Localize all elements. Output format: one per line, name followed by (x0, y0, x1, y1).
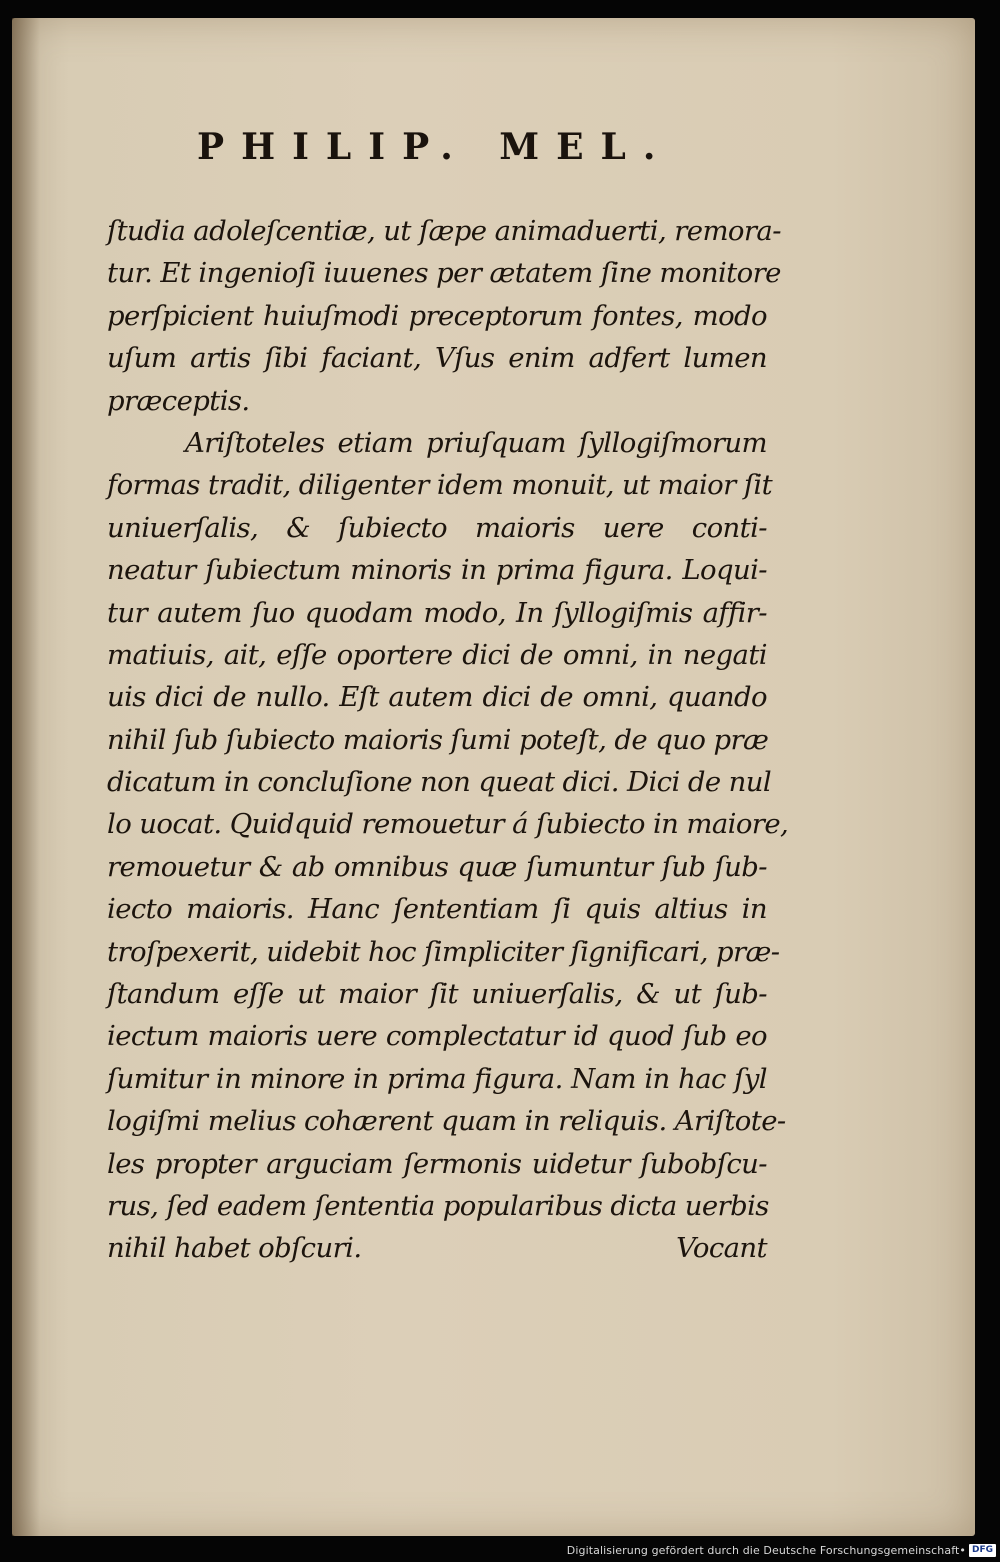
text-line: iecto maioris. Hanc ſententiam ſi quis altius in (107, 893, 767, 926)
text-line: uniuerſalis, & ſubiecto maioris uere conti- (107, 511, 767, 544)
book-page (12, 18, 975, 1536)
text-line: iectum maioris uere complectatur id quod ſub eo (107, 1020, 767, 1053)
text-block (107, 210, 789, 1270)
text-line: nihil ſub ſubiecto maioris ſumi poteſt, de quo præ (107, 723, 769, 756)
footer-bar (0, 1538, 1000, 1562)
text-line: præceptis. (107, 384, 250, 417)
text-line: tur. Et ingenioſi iuuenes per ætatem ſine monitore (107, 257, 781, 290)
text-line: ſtudia adoleſcentiæ, ut ſæpe animaduerti, remora- (107, 215, 781, 247)
funding-notice: Digitalisierung gefördert durch die Deutsche Forschungsgemeinschaft (566, 1543, 960, 1557)
text-line: tur autem ſuo quodam modo, In ſyllogiſmis affir- (107, 596, 767, 629)
text-line: dicatum in concluſione non queat dici. Dici de nul (107, 766, 772, 799)
text-line: logiſmi melius cohærent quam in reliquis. Ariſtote- (107, 1105, 786, 1138)
text-line: lo uocat. Quidquid remouetur á ſubiecto in maiore, (107, 808, 789, 841)
text-line: Ariſtoteles etiam priuſquam ſyllogiſmorum (185, 426, 767, 459)
text-line: uis dici de nullo. Eſt autem dici de omni, quando (107, 681, 767, 714)
text-line: perſpicient huiuſmodi preceptorum fontes, modo (107, 299, 767, 332)
text-line: matiuis, ait, eſſe oportere dici de omni, in negati (107, 638, 767, 671)
text-line: neatur ſubiectum minoris in prima figura. Loqui- (107, 554, 767, 587)
catchword: Vocant (676, 1232, 767, 1265)
text-line: ſumitur in minore in prima figura. Nam in hac ſyl (107, 1062, 767, 1095)
last-line-row (107, 1227, 767, 1269)
text-line: uſum artis ſibi faciant, Vſus enim adfert lumen (107, 342, 767, 375)
text-line: formas tradit, diligenter idem monuit, ut maior ſit (107, 469, 773, 502)
dfg-logo-icon: DFG (969, 1544, 996, 1557)
running-head: PHILIP. MEL. (197, 126, 673, 168)
text-line: les propter arguciam ſermonis uidetur ſubobſcu- (107, 1147, 767, 1180)
text-line: troſpexerit, uidebit hoc ſimpliciter ſignificari, præ- (107, 935, 780, 968)
text-line: rus, ſed eadem ſententia popularibus dicta uerbis (107, 1189, 769, 1222)
footer-separator: • (959, 1543, 966, 1557)
text-line: nihil habet obſcuri. (107, 1232, 362, 1265)
text-line: remouetur & ab omnibus quæ ſumuntur ſub ſub- (107, 850, 767, 883)
text-line: ſtandum eſſe ut maior ſit uniuerſalis, & ut ſub- (107, 978, 767, 1011)
